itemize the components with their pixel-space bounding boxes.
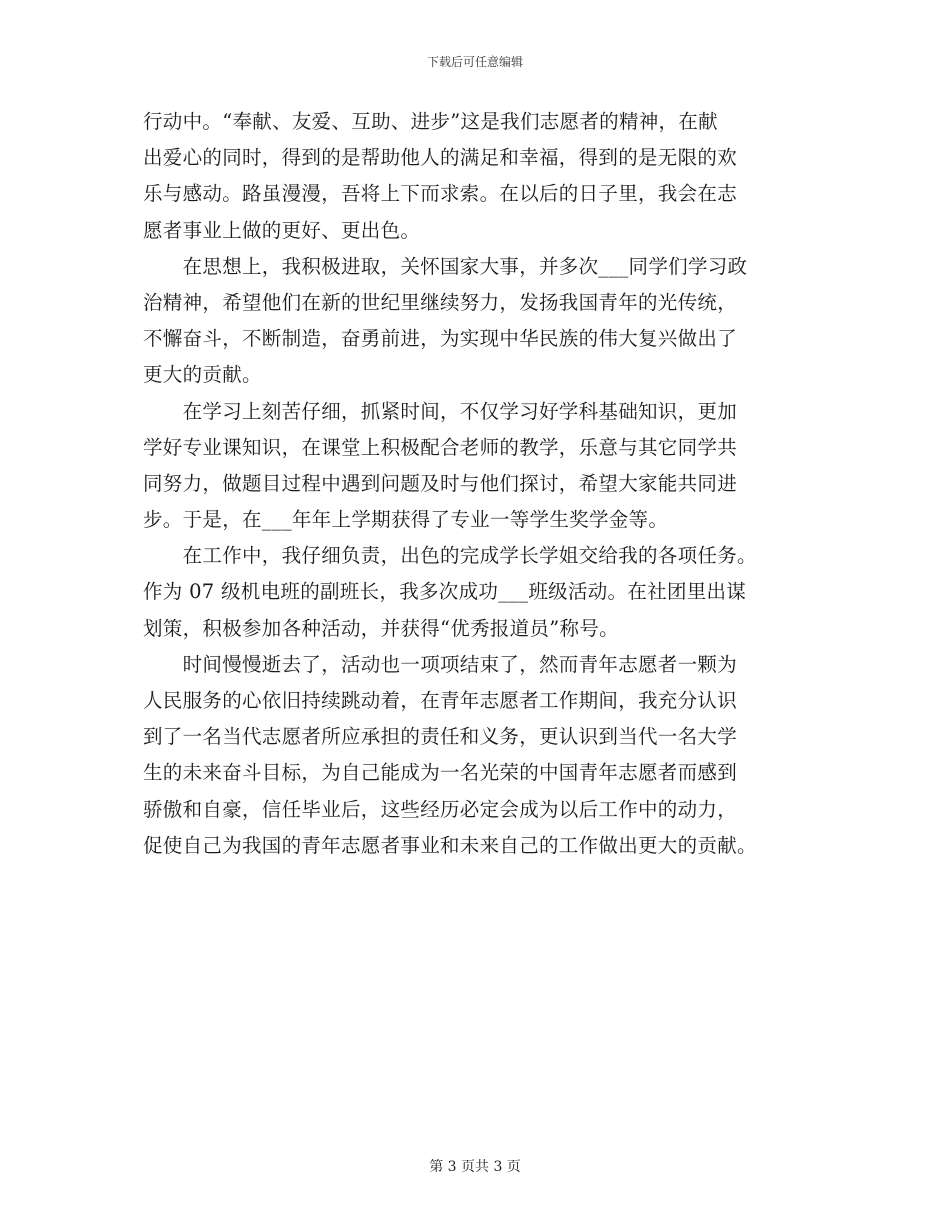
text-line: 愿者事业上做的更好、更出色。: [143, 218, 421, 242]
paragraph-volunteer-spirit: [143, 104, 808, 249]
text-line: 划策，积极参加各种活动，并获得“优秀报道员”称号。: [143, 616, 619, 640]
text-line: 同努力，做题目过程中遇到问题及时与他们探讨，希望大家能共同进: [143, 471, 738, 495]
paragraph-thought: [143, 249, 808, 394]
text-line: 促使自己为我国的青年志愿者事业和未来自己的工作做出更大的贡献。: [143, 833, 757, 857]
text-line: 治精神，希望他们在新的世纪里继续努力，发扬我国青年的光传统，: [143, 290, 738, 314]
text-line: 学好专业课知识，在课堂上积极配合老师的教学，乐意与其它同学共: [143, 435, 738, 459]
text-line: 作为 07 级机电班的副班长，我多次成功___班级活动。在社团里出谋: [143, 580, 747, 604]
text-line: 时间慢慢逝去了，活动也一项项结束了，然而青年志愿者一颗为: [143, 652, 738, 676]
text-line: 到了一名当代志愿者所应承担的责任和义务，更认识到当代一名大学: [143, 725, 738, 749]
text-line: 步。于是，在___年年上学期获得了专业一等学生奖学金等。: [143, 508, 669, 532]
document-body: [143, 104, 808, 864]
text-line: 人民服务的心依旧持续跳动着，在青年志愿者工作期间，我充分认识: [143, 689, 738, 712]
text-line: 骄傲和自豪，信任毕业后，这些经历必定会成为以后工作中的动力，: [143, 797, 738, 821]
text-line: 生的未来奋斗目标，为自己能成为一名光荣的中国青年志愿者而感到: [143, 761, 738, 785]
text-line: 更大的贡献。: [143, 363, 262, 387]
text-line: 在学习上刻苦仔细，抓紧时间，不仅学习好学科基础知识，更加: [143, 399, 738, 423]
paragraph-study: [143, 394, 808, 539]
page-header: 下载后可任意编辑: [426, 55, 523, 69]
page-number-footer: 第 3 页共 3 页: [429, 1159, 521, 1175]
text-line: 行动中。“奉献、友爱、互助、进步”这是我们志愿者的精神，在献: [143, 110, 718, 133]
text-line: 在工作中，我仔细负责，出色的完成学长学姐交给我的各项任务。: [143, 544, 757, 568]
paragraph-work: [143, 538, 808, 647]
text-line: 在思想上，我积极进取，关怀国家大事，并多次___同学们学习政: [143, 254, 748, 278]
paragraph-conclusion: [143, 647, 808, 864]
text-line: 乐与感动。路虽漫漫，吾将上下而求索。在以后的日子里，我会在志: [143, 182, 738, 206]
text-line: 出爱心的同时，得到的是帮助他人的满足和幸福，得到的是无限的欢: [143, 146, 738, 170]
text-line: 不懈奋斗，不断制造，奋勇前进，为实现中华民族的伟大复兴做出了: [143, 327, 738, 351]
